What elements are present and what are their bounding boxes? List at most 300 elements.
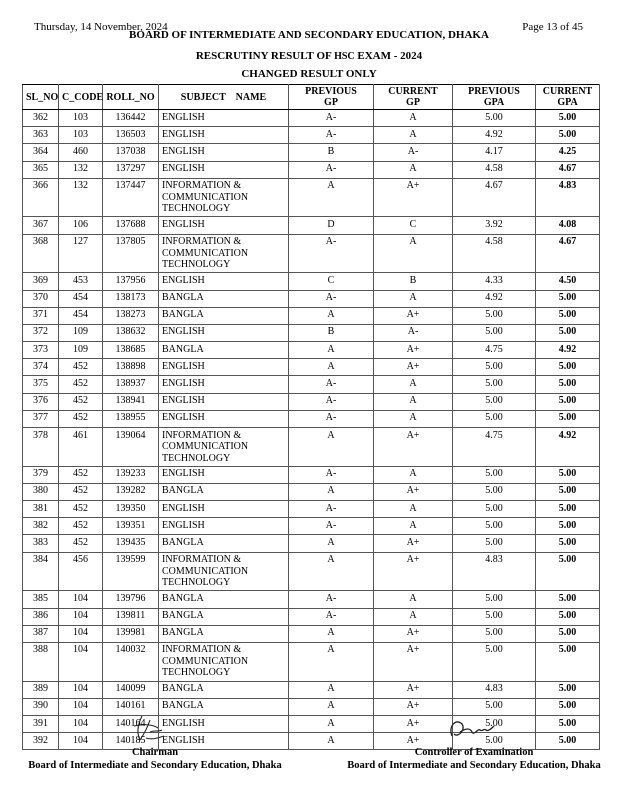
cell-current-gp: B (374, 273, 453, 290)
cell-sl-no: 383 (23, 535, 59, 552)
cell-previous-gpa: 4.17 (453, 144, 536, 161)
cell-roll-no: 137297 (103, 161, 159, 178)
cell-previous-gp: B (289, 144, 374, 161)
cell-current-gpa: 5.00 (536, 376, 600, 393)
cell-sl-no: 372 (23, 324, 59, 341)
cell-sl-no: 367 (23, 217, 59, 234)
table-row (23, 290, 600, 307)
cell-roll-no: 137805 (103, 234, 159, 273)
cell-subject-name: ENGLISH (159, 376, 289, 393)
cell-subject-name: BANGLA (159, 535, 289, 552)
cell-c-code: 104 (59, 625, 103, 642)
cell-previous-gpa: 5.00 (453, 733, 536, 750)
cell-c-code: 104 (59, 733, 103, 750)
cell-roll-no: 140161 (103, 698, 159, 715)
cell-c-code: 106 (59, 217, 103, 234)
cell-c-code: 104 (59, 681, 103, 698)
cell-previous-gpa: 4.58 (453, 161, 536, 178)
cell-current-gpa: 5.00 (536, 625, 600, 642)
table-row (23, 376, 600, 393)
result-title (0, 50, 618, 62)
board-title: BOARD OF INTERMEDIATE AND SECONDARY EDUCATION, DHAKA (129, 29, 489, 41)
cell-current-gpa: 5.00 (536, 359, 600, 376)
cell-current-gpa: 5.00 (536, 733, 600, 750)
changed-result-subtitle: CHANGED RESULT ONLY (241, 68, 377, 80)
cell-c-code: 452 (59, 410, 103, 427)
cell-subject-name: INFORMATION & COMMUNICATION TECHNOLOGY (159, 642, 289, 681)
cell-current-gp: A (374, 161, 453, 178)
cell-previous-gp: A (289, 307, 374, 324)
cell-previous-gp: A- (289, 127, 374, 144)
cell-previous-gpa: 5.00 (453, 591, 536, 608)
cell-previous-gp: A- (289, 290, 374, 307)
cell-current-gp: A+ (374, 733, 453, 750)
table-row (23, 591, 600, 608)
cell-current-gpa: 5.00 (536, 591, 600, 608)
cell-roll-no: 138173 (103, 290, 159, 307)
cell-current-gpa: 5.00 (536, 698, 600, 715)
cell-subject-name: BANGLA (159, 591, 289, 608)
cell-sl-no: 380 (23, 483, 59, 500)
cell-current-gpa: 5.00 (536, 466, 600, 483)
cell-previous-gpa: 5.00 (453, 324, 536, 341)
chairman-signature-block (10, 746, 300, 772)
column-header-c-code: C_CODE (59, 85, 103, 110)
cell-previous-gpa: 4.67 (453, 178, 536, 217)
cell-current-gp: A+ (374, 428, 453, 467)
cell-previous-gp: A- (289, 466, 374, 483)
cell-previous-gp: A- (289, 410, 374, 427)
result-prefix: RESCRUTINY RESULT OF (195, 50, 332, 62)
cell-subject-name: BANGLA (159, 290, 289, 307)
cell-previous-gp: A- (289, 608, 374, 625)
cell-current-gp: A (374, 110, 453, 127)
cell-current-gpa: 4.50 (536, 273, 600, 290)
cell-roll-no: 138273 (103, 307, 159, 324)
cell-current-gpa: 4.67 (536, 234, 600, 273)
cell-current-gp: A+ (374, 681, 453, 698)
cell-previous-gp: D (289, 217, 374, 234)
cell-previous-gpa: 5.00 (453, 393, 536, 410)
cell-current-gp: A (374, 290, 453, 307)
table-row (23, 501, 600, 518)
cell-subject-name: INFORMATION & COMMUNICATION TECHNOLOGY (159, 234, 289, 273)
cell-previous-gp: A (289, 552, 374, 591)
cell-roll-no: 137447 (103, 178, 159, 217)
cell-sl-no: 365 (23, 161, 59, 178)
cell-current-gp: A+ (374, 698, 453, 715)
table-row (23, 552, 600, 591)
cell-current-gpa: 5.00 (536, 518, 600, 535)
cell-previous-gp: A (289, 428, 374, 467)
column-header-current-gp: CURRENT GP (374, 85, 453, 110)
cell-sl-no: 371 (23, 307, 59, 324)
cell-previous-gpa: 5.00 (453, 466, 536, 483)
table-row (23, 535, 600, 552)
table-row (23, 144, 600, 161)
cell-sl-no: 362 (23, 110, 59, 127)
table-row (23, 359, 600, 376)
cell-subject-name: ENGLISH (159, 359, 289, 376)
cell-roll-no: 139599 (103, 552, 159, 591)
cell-previous-gp: A- (289, 161, 374, 178)
table-body (23, 110, 600, 750)
cell-sl-no: 370 (23, 290, 59, 307)
cell-current-gpa: 5.00 (536, 127, 600, 144)
cell-previous-gpa: 5.00 (453, 642, 536, 681)
column-header-roll-no: ROLL_NO (103, 85, 159, 110)
cell-sl-no: 388 (23, 642, 59, 681)
cell-subject-name: ENGLISH (159, 127, 289, 144)
table-row (23, 681, 600, 698)
cell-previous-gp: A- (289, 110, 374, 127)
cell-roll-no: 139811 (103, 608, 159, 625)
cell-sl-no: 390 (23, 698, 59, 715)
cell-roll-no: 137956 (103, 273, 159, 290)
cell-c-code: 452 (59, 393, 103, 410)
cell-previous-gp: A (289, 625, 374, 642)
cell-subject-name: ENGLISH (159, 501, 289, 518)
cell-sl-no: 381 (23, 501, 59, 518)
cell-previous-gp: A- (289, 501, 374, 518)
cell-c-code: 456 (59, 552, 103, 591)
cell-current-gp: A+ (374, 552, 453, 591)
cell-previous-gpa: 5.00 (453, 110, 536, 127)
cell-sl-no: 384 (23, 552, 59, 591)
cell-current-gpa: 5.00 (536, 501, 600, 518)
cell-previous-gpa: 5.00 (453, 535, 536, 552)
cell-roll-no: 140164 (103, 715, 159, 732)
cell-current-gp: A+ (374, 535, 453, 552)
cell-sl-no: 387 (23, 625, 59, 642)
cell-current-gp: A+ (374, 715, 453, 732)
cell-subject-name: ENGLISH (159, 110, 289, 127)
cell-previous-gpa: 4.92 (453, 127, 536, 144)
cell-previous-gp: A- (289, 518, 374, 535)
table-row (23, 466, 600, 483)
result-table (22, 84, 600, 750)
cell-current-gpa: 4.92 (536, 428, 600, 467)
cell-c-code: 132 (59, 161, 103, 178)
cell-sl-no: 392 (23, 733, 59, 750)
table-row (23, 483, 600, 500)
cell-roll-no: 139350 (103, 501, 159, 518)
cell-subject-name: ENGLISH (159, 273, 289, 290)
table-row (23, 178, 600, 217)
cell-current-gp: A+ (374, 642, 453, 681)
controller-signature (446, 716, 496, 749)
table-row (23, 518, 600, 535)
cell-subject-name: ENGLISH (159, 518, 289, 535)
cell-current-gp: A (374, 466, 453, 483)
cell-c-code: 452 (59, 466, 103, 483)
cell-subject-name: BANGLA (159, 608, 289, 625)
table-row (23, 428, 600, 467)
cell-roll-no: 138955 (103, 410, 159, 427)
cell-c-code: 104 (59, 715, 103, 732)
cell-current-gpa: 5.00 (536, 715, 600, 732)
table-row (23, 110, 600, 127)
cell-c-code: 103 (59, 110, 103, 127)
column-header-previous-gp: PREVIOUS GP (289, 85, 374, 110)
cell-sl-no: 368 (23, 234, 59, 273)
cell-previous-gpa: 4.83 (453, 681, 536, 698)
cell-c-code: 461 (59, 428, 103, 467)
cell-sl-no: 386 (23, 608, 59, 625)
cell-previous-gp: A (289, 359, 374, 376)
cell-subject-name: INFORMATION & COMMUNICATION TECHNOLOGY (159, 428, 289, 467)
cell-sl-no: 375 (23, 376, 59, 393)
cell-roll-no: 140099 (103, 681, 159, 698)
cell-c-code: 460 (59, 144, 103, 161)
cell-current-gp: A+ (374, 342, 453, 359)
cell-sl-no: 385 (23, 591, 59, 608)
cell-current-gp: A+ (374, 483, 453, 500)
table-row (23, 608, 600, 625)
cell-subject-name: ENGLISH (159, 144, 289, 161)
cell-previous-gpa: 5.00 (453, 410, 536, 427)
cell-c-code: 132 (59, 178, 103, 217)
cell-c-code: 454 (59, 290, 103, 307)
cell-current-gpa: 4.67 (536, 161, 600, 178)
cell-previous-gpa: 4.58 (453, 234, 536, 273)
cell-c-code: 454 (59, 307, 103, 324)
cell-sl-no: 363 (23, 127, 59, 144)
cell-current-gpa: 5.00 (536, 483, 600, 500)
cell-current-gpa: 4.83 (536, 178, 600, 217)
cell-roll-no: 138632 (103, 324, 159, 341)
cell-sl-no: 373 (23, 342, 59, 359)
cell-previous-gpa: 4.75 (453, 342, 536, 359)
cell-previous-gp: A- (289, 393, 374, 410)
cell-subject-name: BANGLA (159, 698, 289, 715)
cell-current-gpa: 5.00 (536, 110, 600, 127)
cell-previous-gpa: 5.00 (453, 715, 536, 732)
cell-previous-gpa: 4.33 (453, 273, 536, 290)
cell-current-gp: C (374, 217, 453, 234)
cell-previous-gpa: 5.00 (453, 483, 536, 500)
cell-current-gpa: 4.25 (536, 144, 600, 161)
table-row (23, 342, 600, 359)
cell-c-code: 127 (59, 234, 103, 273)
cell-previous-gpa: 5.00 (453, 518, 536, 535)
cell-previous-gpa: 5.00 (453, 359, 536, 376)
cell-roll-no: 139796 (103, 591, 159, 608)
cell-sl-no: 389 (23, 681, 59, 698)
controller-title: Controller of Examination (414, 747, 534, 758)
cell-subject-name: ENGLISH (159, 161, 289, 178)
cell-previous-gp: A (289, 733, 374, 750)
table-header (23, 85, 600, 110)
cell-sl-no: 376 (23, 393, 59, 410)
cell-current-gp: A (374, 376, 453, 393)
table-row (23, 161, 600, 178)
table-row (23, 642, 600, 681)
cell-current-gpa: 5.00 (536, 307, 600, 324)
cell-subject-name: BANGLA (159, 625, 289, 642)
table-row (23, 127, 600, 144)
table-row (23, 273, 600, 290)
column-header-current-gpa: CURRENT GPA (536, 85, 600, 110)
print-date: Thursday, 14 November, 2024 (34, 21, 168, 33)
cell-current-gpa: 5.00 (536, 681, 600, 698)
cell-current-gp: A (374, 234, 453, 273)
cell-subject-name: ENGLISH (159, 410, 289, 427)
cell-roll-no: 137038 (103, 144, 159, 161)
cell-c-code: 103 (59, 127, 103, 144)
cell-subject-name: BANGLA (159, 307, 289, 324)
cell-subject-name: ENGLISH (159, 466, 289, 483)
cell-c-code: 452 (59, 518, 103, 535)
cell-current-gp: A- (374, 144, 453, 161)
cell-previous-gp: A (289, 178, 374, 217)
cell-roll-no: 139064 (103, 428, 159, 467)
cell-previous-gp: A (289, 715, 374, 732)
cell-c-code: 104 (59, 698, 103, 715)
cell-subject-name: ENGLISH (159, 393, 289, 410)
cell-sl-no: 364 (23, 144, 59, 161)
cell-previous-gp: A- (289, 591, 374, 608)
cell-roll-no: 140185 (103, 733, 159, 750)
cell-previous-gpa: 4.92 (453, 290, 536, 307)
cell-sl-no: 374 (23, 359, 59, 376)
cell-current-gpa: 5.00 (536, 535, 600, 552)
exam-name: HSC (334, 51, 355, 62)
cell-c-code: 109 (59, 342, 103, 359)
controller-signature-block (338, 746, 610, 772)
table-row (23, 324, 600, 341)
table-row (23, 698, 600, 715)
cell-previous-gpa: 5.00 (453, 501, 536, 518)
cell-previous-gp: A (289, 681, 374, 698)
cell-current-gp: A (374, 393, 453, 410)
cell-previous-gp: A (289, 535, 374, 552)
cell-current-gp: A (374, 501, 453, 518)
cell-previous-gp: B (289, 324, 374, 341)
cell-current-gp: A (374, 127, 453, 144)
cell-roll-no: 137688 (103, 217, 159, 234)
cell-sl-no: 391 (23, 715, 59, 732)
cell-roll-no: 139282 (103, 483, 159, 500)
cell-current-gpa: 4.92 (536, 342, 600, 359)
cell-roll-no: 136503 (103, 127, 159, 144)
cell-previous-gpa: 5.00 (453, 376, 536, 393)
cell-current-gp: A (374, 591, 453, 608)
cell-roll-no: 138685 (103, 342, 159, 359)
column-header-sl-no: SL_NO (23, 85, 59, 110)
cell-previous-gp: A- (289, 234, 374, 273)
cell-subject-name: BANGLA (159, 342, 289, 359)
cell-current-gpa: 5.00 (536, 552, 600, 591)
cell-subject-name: ENGLISH (159, 217, 289, 234)
table-row (23, 625, 600, 642)
cell-c-code: 104 (59, 642, 103, 681)
cell-roll-no: 138941 (103, 393, 159, 410)
page-number: Page 13 of 45 (522, 21, 583, 33)
column-header-subject-name: SUBJECT NAME (159, 85, 289, 110)
cell-current-gp: A (374, 608, 453, 625)
cell-previous-gpa: 5.00 (453, 608, 536, 625)
cell-current-gp: A+ (374, 307, 453, 324)
cell-current-gp: A+ (374, 625, 453, 642)
cell-c-code: 104 (59, 608, 103, 625)
cell-current-gpa: 5.00 (536, 410, 600, 427)
cell-c-code: 452 (59, 483, 103, 500)
cell-current-gpa: 5.00 (536, 642, 600, 681)
table-row (23, 393, 600, 410)
cell-previous-gpa: 5.00 (453, 698, 536, 715)
controller-organization: Board of Intermediate and Secondary Education, Dhaka (347, 760, 601, 771)
cell-previous-gp: A (289, 483, 374, 500)
cell-subject-name: INFORMATION & COMMUNICATION TECHNOLOGY (159, 178, 289, 217)
cell-subject-name: BANGLA (159, 483, 289, 500)
cell-subject-name: INFORMATION & COMMUNICATION TECHNOLOGY (159, 552, 289, 591)
cell-roll-no: 139435 (103, 535, 159, 552)
cell-roll-no: 138898 (103, 359, 159, 376)
cell-sl-no: 379 (23, 466, 59, 483)
cell-current-gpa: 4.08 (536, 217, 600, 234)
cell-current-gp: A (374, 518, 453, 535)
cell-previous-gp: A (289, 698, 374, 715)
cell-roll-no: 140032 (103, 642, 159, 681)
cell-previous-gp: A (289, 642, 374, 681)
table-row (23, 715, 600, 732)
cell-current-gpa: 5.00 (536, 290, 600, 307)
cell-sl-no: 377 (23, 410, 59, 427)
cell-current-gp: A- (374, 324, 453, 341)
chairman-signature (128, 714, 168, 749)
cell-sl-no: 366 (23, 178, 59, 217)
cell-c-code: 452 (59, 376, 103, 393)
cell-roll-no: 138937 (103, 376, 159, 393)
cell-sl-no: 378 (23, 428, 59, 467)
cell-previous-gp: A (289, 342, 374, 359)
cell-current-gp: A+ (374, 359, 453, 376)
cell-previous-gp: C (289, 273, 374, 290)
table-row (23, 234, 600, 273)
cell-sl-no: 369 (23, 273, 59, 290)
cell-subject-name: BANGLA (159, 681, 289, 698)
cell-previous-gp: A- (289, 376, 374, 393)
column-header-previous-gpa: PREVIOUS GPA (453, 85, 536, 110)
cell-previous-gpa: 5.00 (453, 307, 536, 324)
cell-c-code: 104 (59, 591, 103, 608)
cell-current-gp: A (374, 410, 453, 427)
cell-subject-name: ENGLISH (159, 733, 289, 750)
cell-c-code: 109 (59, 324, 103, 341)
cell-previous-gpa: 5.00 (453, 625, 536, 642)
cell-previous-gpa: 4.83 (453, 552, 536, 591)
chairman-organization: Board of Intermediate and Secondary Education, Dhaka (28, 760, 282, 771)
table-row (23, 217, 600, 234)
cell-current-gpa: 5.00 (536, 393, 600, 410)
cell-subject-name: ENGLISH (159, 324, 289, 341)
cell-previous-gpa: 4.75 (453, 428, 536, 467)
chairman-title: Chairman (131, 747, 179, 758)
cell-subject-name: ENGLISH (159, 715, 289, 732)
cell-roll-no: 136442 (103, 110, 159, 127)
cell-c-code: 452 (59, 359, 103, 376)
table-row (23, 307, 600, 324)
result-suffix: EXAM - 2024 (357, 50, 423, 62)
cell-previous-gpa: 3.92 (453, 217, 536, 234)
table-row (23, 410, 600, 427)
cell-current-gp: A+ (374, 178, 453, 217)
cell-current-gpa: 5.00 (536, 324, 600, 341)
cell-c-code: 452 (59, 501, 103, 518)
cell-roll-no: 139233 (103, 466, 159, 483)
cell-roll-no: 139351 (103, 518, 159, 535)
